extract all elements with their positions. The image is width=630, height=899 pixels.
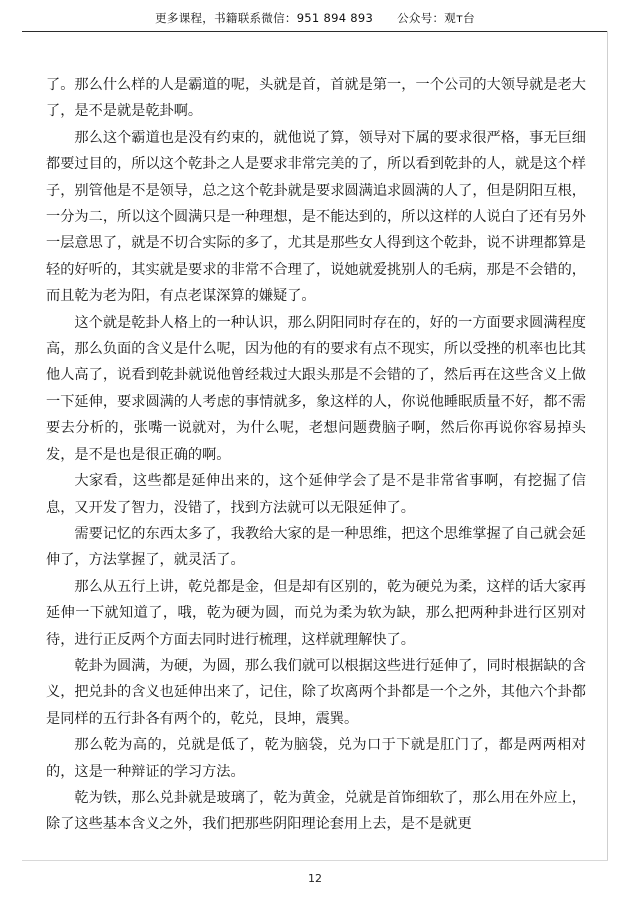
paragraph: 那么从五行上讲，乾兑都是金，但是却有区别的，乾为硬兑为柔，这样的话大家再延伸一下就知道了，哦，乾为硬为圆，而兑为柔为软为缺，那么把两种卦进行区别对待，进行正反两个方面去同时进行梳理，这样就理解快了。 — [46, 578, 586, 648]
page-frame-right-edge — [607, 31, 608, 861]
page-frame-bottom-edge — [22, 860, 608, 861]
paragraph: 了。那么什么样的人是霸道的呢，头就是首，首就是第一，一个公司的大领导就是老大了，是不是就是乾卦啊。 — [46, 77, 586, 120]
paragraph: 那么这个霸道也是没有约束的，就他说了算，领导对下属的要求很严格，事无巨细都要过目的，所以这个乾卦之人是要求非常完美的了，所以看到乾卦的人，就是这个样子，别管他是不是领导，总之这个乾卦就是要求圆满追求圆满的人了，但是阴阳互根，一分为二，所以这个圆满只是一种理想，是不能达到的，所以这样的人说白了还有另外一层意思了，就是不切合实际的多了，尤其是那些女人得到这个乾卦，说不讲理都算是轻的好听的，其实就是要求的非常不合理了，说她就爱挑别人的毛病，那是不会错的，而且乾为老为阳，有点老谋深算的嫌疑了。 — [46, 129, 586, 305]
paragraph: 乾为铁，那么兑卦就是玻璃了，乾为黄金，兑就是首饰细软了，那么用在外应上，除了这些基本含义之外，我们把那些阴阳理论套用上去，是不是就更 — [46, 789, 586, 833]
page-number: 12 — [308, 872, 322, 885]
header-divider-rule — [22, 31, 608, 32]
paragraph: 这个就是乾卦人格上的一种认识，那么阴阳同时存在的，好的一方面要求圆满程度高，那么负面的含义是什么呢，因为他的有的要求有点不现实，所以受挫的机率也比其他人高了，说看到乾卦就说他曾经栽过大跟头那是不会错的了，然后再在这些含义上做一下延伸，要求圆满的人考虑的事情就多，象这样的人，你说他睡眠质量不好，都不需要去分析的，张嘴一说就对，为什么呢，老想问题费脑子啊，然后你再说你容易掉头发，是不是也是很正确的啊。 — [46, 314, 586, 463]
paragraph: 乾卦为圆满，为硬，为圆，那么我们就可以根据这些进行延伸了，同时根据缺的含义，把兑卦的含义也延伸出来了，记住，除了坎离两个卦都是一个之外，其他六个卦都是同样的五行卦各有两个的，乾兑，艮坤，震巽。 — [46, 657, 586, 727]
header-promo-text: 更多课程，书籍联系微信：951 894 893 — [155, 11, 374, 25]
document-body — [46, 72, 586, 838]
header-account-text: 公众号：观т台 — [397, 11, 475, 25]
paragraph: 需要记忆的东西太多了，我教给大家的是一种思维，把这个思维掌握了自己就会延伸了，方法掌握了，就灵活了。 — [46, 525, 586, 569]
paragraph: 那么乾为高的，兑就是低了，乾为脑袋，兑为口于下就是肛门了，都是两两相对的，这是一种辩证的学习方法。 — [46, 737, 586, 780]
paragraph: 大家看，这些都是延伸出来的，这个延伸学会了是不是非常省事啊，有挖掘了信息，又开发了智力，没错了，找到方法就可以无限延伸了。 — [46, 473, 586, 516]
page-header-banner — [0, 10, 630, 26]
